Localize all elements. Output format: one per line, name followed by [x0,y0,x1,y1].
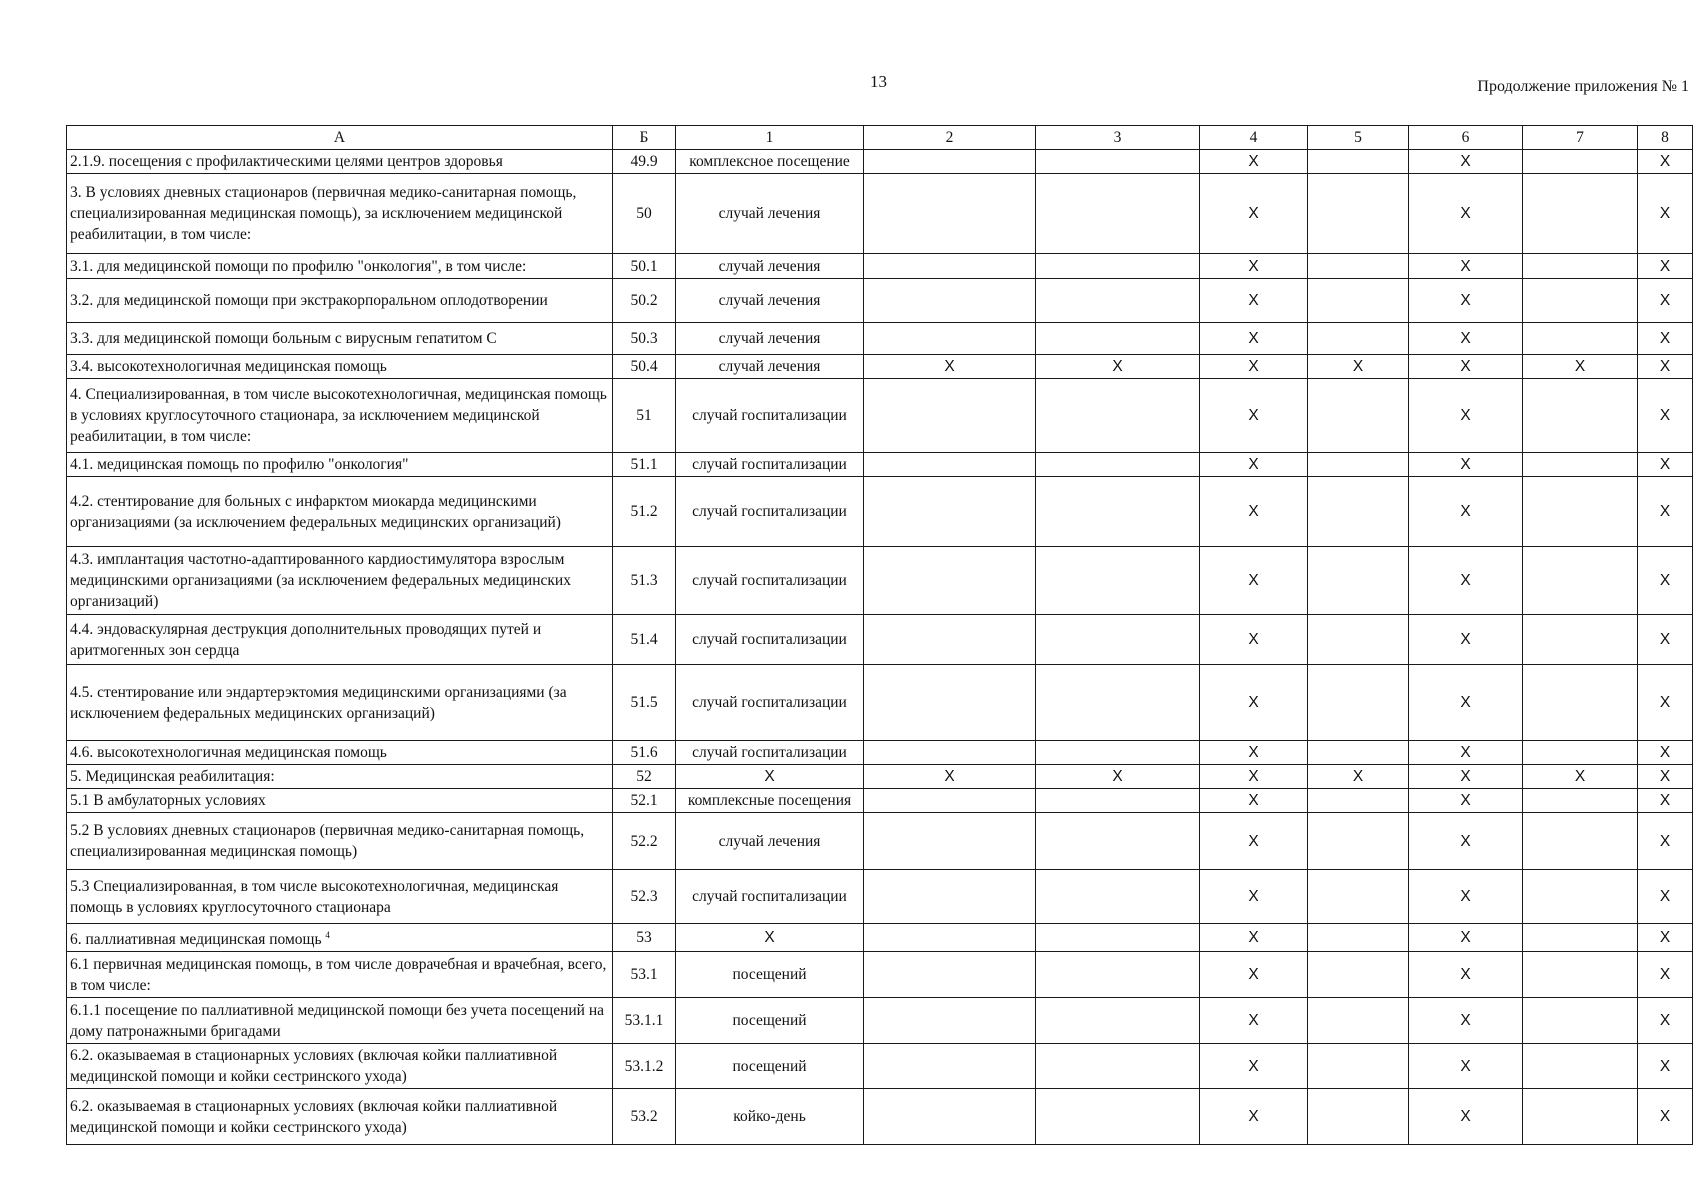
row-unit: случай лечения [676,323,864,355]
mark-cell [864,924,1036,952]
row-description-text: 6. паллиативная медицинская помощь [70,931,322,949]
mark-cell: X [1409,952,1523,998]
mark-cell: X [1200,379,1308,453]
mark-cell [1036,924,1200,952]
mark-cell: X [1409,1044,1523,1089]
mark-cell: X [1638,477,1693,547]
mark-cell: X [1409,174,1523,254]
table-body [67,126,1693,1145]
row-code: 51.2 [613,477,676,547]
mark-cell: X [1638,150,1693,174]
table-row [67,813,1693,870]
mark-cell: X [1200,789,1308,813]
mark-cell [1523,1089,1638,1145]
row-unit: случай лечения [676,355,864,379]
mark-cell: X [1200,813,1308,870]
mark-cell [1523,453,1638,477]
mark-cell [864,279,1036,323]
row-code: 51.6 [613,741,676,765]
mark-cell [1523,379,1638,453]
mark-cell: X [1638,952,1693,998]
row-code: 51.4 [613,615,676,665]
mark-cell: X [1409,355,1523,379]
row-code: 50 [613,174,676,254]
mark-cell: X [1638,741,1693,765]
row-description [67,789,613,813]
row-description [67,741,613,765]
mark-cell: X [1523,765,1638,789]
table-row [67,379,1693,453]
mark-cell [864,477,1036,547]
mark-cell: X [1638,279,1693,323]
mark-cell: X [1409,254,1523,279]
row-code: 50.4 [613,355,676,379]
row-description [67,323,613,355]
row-code: 52.3 [613,870,676,924]
row-code: 53.2 [613,1089,676,1145]
mark-cell [1523,952,1638,998]
mark-cell: X [1409,547,1523,615]
row-description [67,453,613,477]
table-row [67,765,1693,789]
row-description-text: 4.5. стентирование или эндартерэктомия медицинскими организациями (за исключением федеральных медицинских организаций) [70,683,567,722]
header-cell: А [67,126,613,150]
mark-cell: X [1200,453,1308,477]
table-row [67,355,1693,379]
row-unit: случай госпитализации [676,379,864,453]
header-cell: Б [613,126,676,150]
mark-cell: X [1638,615,1693,665]
row-description [67,813,613,870]
mark-cell: X [1409,453,1523,477]
table-row [67,615,1693,665]
row-description [67,477,613,547]
table-row [67,1089,1693,1145]
row-description [67,665,613,741]
row-description-text: 4.4. эндоваскулярная деструкция дополнительных проводящих путей и аритмогенных зон сердца [70,620,542,659]
row-description-text: 4.6. высокотехнологичная медицинская помощь [70,744,387,761]
mark-cell: X [1638,1089,1693,1145]
mark-cell: X [864,765,1036,789]
mark-cell [1523,254,1638,279]
mark-cell [864,254,1036,279]
mark-cell [864,789,1036,813]
table-row [67,254,1693,279]
mark-cell [864,1044,1036,1089]
mark-cell: X [1200,547,1308,615]
row-description-text: 5. Медицинская реабилитация: [70,768,275,785]
mark-cell [864,615,1036,665]
header-row [67,126,1693,150]
mark-cell: X [1638,765,1693,789]
mark-cell: X [1638,924,1693,952]
mark-cell: X [1200,998,1308,1044]
row-description [67,547,613,615]
row-unit: случай лечения [676,254,864,279]
row-description [67,765,613,789]
table-row [67,323,1693,355]
row-unit: случай госпитализации [676,453,864,477]
mark-cell [1308,1044,1409,1089]
mark-cell [1523,998,1638,1044]
row-code: 51 [613,379,676,453]
row-description [67,998,613,1044]
row-description-text: 6.2. оказываемая в стационарных условиях (включая койки паллиативной медицинской помощи и койки сестринского ухода) [70,1097,558,1136]
row-unit: X [676,924,864,952]
table-row [67,150,1693,174]
row-description-text: 3. В условиях дневных стационаров (первичная медико-санитарная помощь, специализированная медицинская помощь), за исключением медицинской реабилитации, в том числе: [70,184,577,243]
mark-cell: X [1638,254,1693,279]
mark-cell: X [1200,952,1308,998]
header-cell: 5 [1308,126,1409,150]
mark-cell [1036,174,1200,254]
mark-cell: X [1308,355,1409,379]
table-row [67,870,1693,924]
footnote-marker: 4 [325,930,330,940]
mark-cell [1523,1044,1638,1089]
row-code: 53.1.2 [613,1044,676,1089]
data-table [66,125,1693,1145]
mark-cell [1308,789,1409,813]
row-code: 51.1 [613,453,676,477]
mark-cell [1308,813,1409,870]
mark-cell [1308,924,1409,952]
row-unit: случай госпитализации [676,665,864,741]
row-description [67,379,613,453]
row-description-text: 4. Специализированная, в том числе высокотехнологичная, медицинская помощь в условиях круглосуточного стационара, за исключением медицинской реабилитации, в том числе: [70,386,607,445]
row-description [67,279,613,323]
mark-cell: X [1200,741,1308,765]
mark-cell: X [1200,355,1308,379]
mark-cell: X [1638,1044,1693,1089]
mark-cell [1036,998,1200,1044]
mark-cell: X [1638,870,1693,924]
mark-cell [864,741,1036,765]
table-row [67,741,1693,765]
row-unit: X [676,765,864,789]
mark-cell [1308,547,1409,615]
mark-cell [1036,1089,1200,1145]
row-unit: комплексные посещения [676,789,864,813]
mark-cell [1308,323,1409,355]
mark-cell [1036,323,1200,355]
row-code: 53.1 [613,952,676,998]
mark-cell [864,174,1036,254]
row-code: 49.9 [613,150,676,174]
row-description-text: 5.1 В амбулаторных условиях [70,792,266,809]
mark-cell: X [1409,765,1523,789]
row-description [67,952,613,998]
mark-cell: X [1409,813,1523,870]
mark-cell [1523,615,1638,665]
mark-cell [1308,741,1409,765]
mark-cell: X [1200,1089,1308,1145]
mark-cell [1036,150,1200,174]
mark-cell [1036,279,1200,323]
mark-cell [1308,1089,1409,1145]
row-unit: посещений [676,952,864,998]
mark-cell [1036,547,1200,615]
mark-cell: X [1200,870,1308,924]
mark-cell: X [1036,355,1200,379]
row-unit: случай лечения [676,174,864,254]
table-row [67,279,1693,323]
row-unit: случай госпитализации [676,547,864,615]
mark-cell: X [1200,150,1308,174]
row-code: 50.3 [613,323,676,355]
mark-cell [1308,174,1409,254]
mark-cell: X [1200,615,1308,665]
row-unit: случай лечения [676,279,864,323]
mark-cell: X [1200,477,1308,547]
row-code: 52 [613,765,676,789]
mark-cell [1308,150,1409,174]
header-cell: 2 [864,126,1036,150]
mark-cell [1523,323,1638,355]
mark-cell [864,453,1036,477]
table-row [67,924,1693,952]
mark-cell [1523,813,1638,870]
mark-cell: X [1523,355,1638,379]
row-code: 50.2 [613,279,676,323]
mark-cell [864,665,1036,741]
mark-cell: X [1409,323,1523,355]
mark-cell: X [1638,547,1693,615]
mark-cell [864,952,1036,998]
mark-cell: X [1638,813,1693,870]
row-description [67,355,613,379]
mark-cell: X [1409,1089,1523,1145]
row-unit: случай госпитализации [676,477,864,547]
row-description-text: 5.3 Специализированная, в том числе высокотехнологичная, медицинская помощь в условиях круглосуточного стационара [70,877,559,916]
mark-cell [1308,477,1409,547]
mark-cell: X [1638,323,1693,355]
continuation-label: Продолжение приложения № 1 [1477,78,1689,95]
mark-cell [1523,150,1638,174]
row-description [67,924,613,952]
mark-cell: X [1409,150,1523,174]
mark-cell [864,379,1036,453]
row-description [67,254,613,279]
row-description [67,615,613,665]
table-row [67,665,1693,741]
mark-cell [1523,279,1638,323]
mark-cell [1523,477,1638,547]
mark-cell [1036,741,1200,765]
row-code: 53 [613,924,676,952]
mark-cell [1523,870,1638,924]
header-cell: 3 [1036,126,1200,150]
mark-cell [1523,741,1638,765]
row-unit: комплексное посещение [676,150,864,174]
mark-cell [1523,789,1638,813]
mark-cell [1523,924,1638,952]
header-cell: 7 [1523,126,1638,150]
mark-cell: X [1409,789,1523,813]
mark-cell [1308,379,1409,453]
mark-cell: X [1200,174,1308,254]
mark-cell: X [1409,477,1523,547]
row-description-text: 2.1.9. посещения с профилактическими целями центров здоровья [70,153,503,170]
mark-cell: X [1200,323,1308,355]
mark-cell [1036,789,1200,813]
mark-cell [864,998,1036,1044]
mark-cell [864,813,1036,870]
mark-cell: X [1308,765,1409,789]
mark-cell [1523,665,1638,741]
row-description-text: 4.3. имплантация частотно-адаптированного кардиостимулятора взрослым медицинскими организациями (за исключением федеральных медицинских организаций) [70,551,571,610]
row-unit: посещений [676,998,864,1044]
row-description-text: 3.3. для медицинской помощи больным с вирусным гепатитом С [70,330,497,347]
row-description [67,150,613,174]
mark-cell: X [1409,279,1523,323]
mark-cell [1308,870,1409,924]
mark-cell: X [1200,765,1308,789]
mark-cell: X [1200,924,1308,952]
row-description [67,1044,613,1089]
mark-cell [1523,174,1638,254]
mark-cell [1036,870,1200,924]
header-cell: 8 [1638,126,1693,150]
row-unit: случай лечения [676,813,864,870]
row-description-text: 5.2 В условиях дневных стационаров (первичная медико-санитарная помощь, специализированная медицинская помощь) [70,822,585,860]
table-row [67,952,1693,998]
row-description-text: 6.1.1 посещение по паллиативной медицинской помощи без учета посещений на дому патронажными бригадами [70,1001,605,1040]
row-unit: случай госпитализации [676,615,864,665]
mark-cell: X [1638,789,1693,813]
mark-cell [1308,952,1409,998]
header-cell: 4 [1200,126,1308,150]
mark-cell [1308,254,1409,279]
row-code: 52.1 [613,789,676,813]
row-unit: случай госпитализации [676,741,864,765]
mark-cell [1036,952,1200,998]
row-description [67,174,613,254]
mark-cell: X [1638,665,1693,741]
mark-cell [864,150,1036,174]
table-row [67,477,1693,547]
table-row [67,174,1693,254]
mark-cell: X [864,355,1036,379]
row-description [67,1089,613,1145]
mark-cell: X [1638,379,1693,453]
mark-cell: X [1409,924,1523,952]
row-code: 51.5 [613,665,676,741]
row-code: 50.1 [613,254,676,279]
mark-cell: X [1409,615,1523,665]
mark-cell [1308,665,1409,741]
mark-cell: X [1638,355,1693,379]
mark-cell: X [1409,379,1523,453]
mark-cell: X [1638,453,1693,477]
row-unit: койко-день [676,1089,864,1145]
mark-cell [864,547,1036,615]
mark-cell [1308,998,1409,1044]
row-description-text: 4.2. стентирование для больных с инфарктом миокарда медицинскими организациями (за исключением федеральных медицинских организаций) [70,492,561,531]
row-description-text: 3.1. для медицинской помощи по профилю "онкология", в том числе: [70,257,527,275]
mark-cell: X [1200,665,1308,741]
mark-cell [1036,665,1200,741]
row-description [67,870,613,924]
row-code: 52.2 [613,813,676,870]
row-unit: случай госпитализации [676,870,864,924]
page-number: 13 [870,72,887,91]
mark-cell [1036,453,1200,477]
mark-cell: X [1409,741,1523,765]
mark-cell [864,323,1036,355]
mark-cell: X [1409,998,1523,1044]
mark-cell [1036,379,1200,453]
mark-cell [1036,813,1200,870]
row-description-text: 4.1. медицинская помощь по профилю "онкология" [70,456,409,473]
mark-cell: X [1200,254,1308,279]
row-description-text: 3.2. для медицинской помощи при экстракорпоральном оплодотворении [70,292,548,309]
mark-cell: X [1409,870,1523,924]
mark-cell: X [1200,279,1308,323]
mark-cell [1036,254,1200,279]
mark-cell [864,870,1036,924]
mark-cell: X [1409,665,1523,741]
row-unit: посещений [676,1044,864,1089]
mark-cell: X [1638,998,1693,1044]
mark-cell [1523,547,1638,615]
header-cell: 6 [1409,126,1523,150]
row-code: 51.3 [613,547,676,615]
mark-cell [1308,453,1409,477]
table-row [67,547,1693,615]
row-description-text: 6.2. оказываемая в стационарных условиях (включая койки паллиативной медицинской помощи и койки сестринского ухода) [70,1047,558,1086]
mark-cell [1036,615,1200,665]
row-description-text: 3.4. высокотехнологичная медицинская помощь [70,358,387,375]
header-cell: 1 [676,126,864,150]
mark-cell [864,1089,1036,1145]
mark-cell [1036,477,1200,547]
mark-cell [1308,279,1409,323]
table-row [67,998,1693,1044]
row-code: 53.1.1 [613,998,676,1044]
table-row [67,789,1693,813]
mark-cell: X [1638,174,1693,254]
mark-cell: X [1036,765,1200,789]
table-row [67,1044,1693,1089]
mark-cell: X [1200,1044,1308,1089]
table-row [67,453,1693,477]
row-description-text: 6.1 первичная медицинская помощь, в том числе доврачебная и врачебная, всего, в том числе: [70,955,607,994]
mark-cell [1308,615,1409,665]
mark-cell [1036,1044,1200,1089]
